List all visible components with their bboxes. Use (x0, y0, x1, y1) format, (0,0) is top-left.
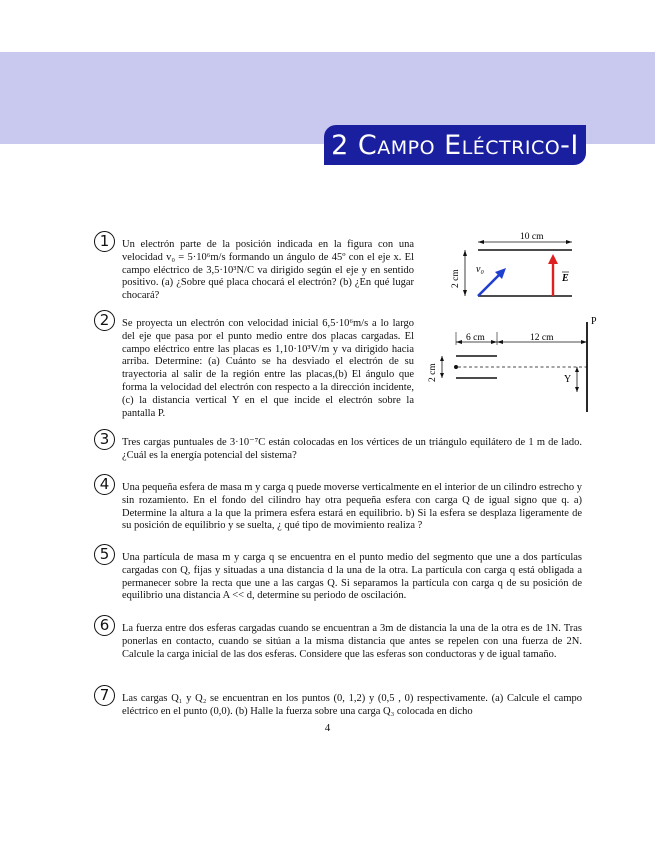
problem-7-text: Las cargas Q₁ y Q₂ se encuentran en los puntos (0, 1,2) y (0,5 , 0) respectivamente. (a) Calcule el campo eléctrico en el punto (0,0). (b) Halle la fuerza sobre una carga Q₃ colocada en dicho (122, 693, 582, 717)
figure-2 (420, 312, 605, 417)
fig2-y-label: Y (564, 374, 572, 385)
fig1-height-label: 2 cm (451, 269, 461, 288)
problem-number-5: 5 (94, 544, 115, 565)
problem-number-7: 7 (94, 685, 115, 706)
chapter-title-text: Campo Eléctrico-I (357, 129, 579, 161)
problem-3-text: Tres cargas puntuales de 3·10⁻⁷C están colocadas en los vértices de un triángulo equilátero de 1 m de lado. ¿Cuál es la energía potencial del sistema? (122, 437, 582, 461)
fig2-label-b: 12 cm (530, 333, 554, 343)
problem-number-6: 6 (94, 615, 115, 636)
problem-number-4: 4 (94, 474, 115, 495)
fig1-velocity-arrow (478, 272, 502, 296)
problem-2-text: Se proyecta un electrón con velocidad inicial 6,5·10⁶m/s a lo largo del eje que pasa por el punto medio entre dos placas cargadas. El campo eléctrico entre las placas es 1,10·10³V/m y va dirigido hacia arriba. Determine: (a) Cuánto se ha desviado el electrón de su trayectoria al salir de la región entre las placas,(b) El ángulo que forma la velocidad del electrón con respecto a la dirección incidente, (c) la distancia vertical Y en el que incide el electrón sobre la pantalla P. (122, 318, 414, 419)
problem-6-text: La fuerza entre dos esferas cargadas cuando se encuentran a 3m de distancia la una de la otra es de 1N. Tras ponerlas en contacto, cuando se sitúan a la misma distancia que antes se repelen con una fuerza de 2N. Calcule la carga inicial de las dos esferas. Considere que las esferas son conductoras y de igual tamaño. (122, 623, 582, 660)
chapter-number: 2 (331, 129, 349, 161)
fig2-electron (454, 365, 458, 369)
fig2-label-a: 6 cm (466, 333, 485, 343)
fig1-velocity-label: v₀ (476, 264, 484, 275)
problem-1-text: Un electrón parte de la posición indicada en la figura con una velocidad v₀ = 5·10⁶m/s formando un ángulo de 45º con el eje x. El campo eléctrico de 3,5·10³N/C va dirigido según el eje y en sentido positivo. (a) ¿Sobre qué placa chocará el electrón? (b) ¿En qué lugar chocará? (122, 239, 414, 302)
fig2-height-label: 2 cm (428, 363, 438, 382)
problem-4-text: Una pequeña esfera de masa m y carga q puede moverse verticalmente en el interior de un cilindro estrecho y sin rozamiento. En el fondo del cilindro hay otra pequeña esfera con carga Q de igual signo que q. a) Determine la altura a la que la primera esfera estará en equilibrio. b) Si la esfera se desplaza ligeramente de su posición de equilibrio y se suelta, ¿ qué tipo de movimiento realiza ? (122, 482, 582, 532)
problem-number-3: 3 (94, 429, 115, 450)
fig1-field-label: E (562, 273, 569, 284)
figure-1 (440, 232, 580, 302)
page-number: 4 (324, 722, 331, 734)
fig2-screen-label: P (591, 316, 597, 327)
problem-number-2: 2 (94, 310, 115, 331)
chapter-title (324, 125, 586, 165)
problem-number-1: 1 (94, 231, 115, 252)
fig1-width-label: 10 cm (520, 232, 544, 242)
problem-5-text: Una partícula de masa m y carga q se encuentra en el punto medio del segmento que une a dos partículas cargadas con Q, fijas y situadas a una distancia d la una de la otra. La partícula con carga q está obligada a permanecer sobre la recta que une a las cargas Q. Si separamos la partícula con carga q de su posición de equilibrio una distancia A << d, determine su periodo de oscilación. (122, 552, 582, 602)
